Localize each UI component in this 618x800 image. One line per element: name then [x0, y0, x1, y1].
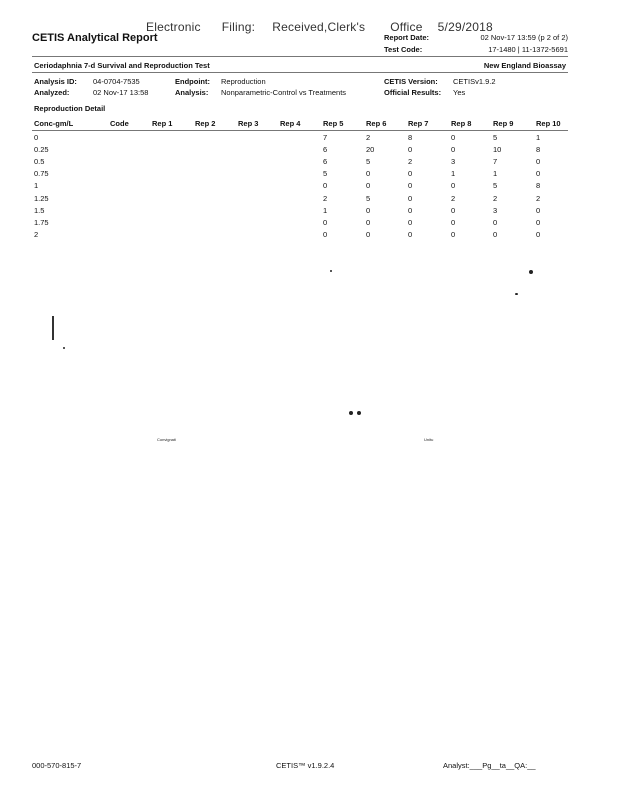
column-header: Conc-gm/L — [32, 118, 108, 131]
table-cell — [150, 204, 193, 216]
table-cell: 0 — [34, 132, 39, 142]
stamp-received: Received,Clerk's — [272, 20, 366, 34]
table-cell — [150, 180, 193, 192]
report-title: CETIS Analytical Report — [32, 32, 158, 44]
table-cell: 1.5 — [34, 205, 45, 215]
table-cell — [108, 143, 150, 155]
table-cell: 2 — [451, 193, 456, 203]
table-cell — [278, 216, 321, 228]
column-header: Rep 5 — [321, 118, 364, 131]
table-cell — [278, 229, 321, 241]
table-cell — [236, 192, 278, 204]
table-cell: 0 — [451, 230, 456, 240]
table-cell — [236, 168, 278, 180]
table-cell — [278, 192, 321, 204]
table-cell: 0 — [408, 217, 413, 227]
table-cell: 3 — [493, 205, 498, 215]
table-row — [32, 168, 568, 180]
scan-speck — [529, 270, 533, 274]
faint-label-right: Unitu — [424, 437, 434, 442]
table-cell — [150, 216, 193, 228]
faint-label-left: Convignati — [157, 437, 176, 442]
analysis-label: Analysis: — [175, 88, 209, 97]
table-cell: 1 — [493, 169, 498, 179]
table-cell — [236, 204, 278, 216]
table-cell: 7 — [323, 132, 328, 142]
table-cell: 1.25 — [34, 193, 49, 203]
table-cell: 8 — [536, 181, 541, 191]
table-cell: 5 — [366, 193, 371, 203]
table-cell: 0 — [408, 144, 413, 154]
table-cell: 0 — [536, 205, 541, 215]
table-row — [32, 155, 568, 167]
table-cell: 0 — [408, 193, 413, 203]
scan-speck — [357, 411, 361, 415]
stamp-date: 5/29/2018 — [437, 20, 493, 34]
table-cell — [193, 180, 236, 192]
column-header: Rep 6 — [364, 118, 406, 131]
endpoint-label: Endpoint: — [175, 77, 210, 86]
table-cell: 5 — [493, 132, 498, 142]
analysis-id-value: 04-0704-7535 — [93, 77, 140, 86]
table-cell — [108, 192, 150, 204]
table-cell — [150, 192, 193, 204]
table-cell: 0 — [536, 169, 541, 179]
footer-doc-id: 000-570-815-7 — [32, 761, 82, 770]
table-cell — [236, 216, 278, 228]
table-cell: 2 — [493, 193, 498, 203]
table-cell: 6 — [323, 156, 328, 166]
table-cell — [236, 155, 278, 167]
column-header: Rep 9 — [491, 118, 534, 131]
table-cell — [193, 155, 236, 167]
stamp-filing: Filing: — [221, 20, 256, 34]
official-results-value: Yes — [453, 88, 466, 97]
table-cell: 2 — [408, 156, 413, 166]
table-cell: 5 — [323, 169, 328, 179]
scan-speck — [515, 293, 518, 295]
table-cell — [236, 229, 278, 241]
table-cell — [150, 229, 193, 241]
stamp-office: Office — [390, 20, 423, 34]
table-cell — [278, 168, 321, 180]
table-cell: 5 — [366, 156, 371, 166]
table-cell: 0 — [451, 217, 456, 227]
table-cell: 3 — [451, 156, 456, 166]
table-cell — [278, 143, 321, 155]
table-cell — [236, 143, 278, 155]
table-cell: 8 — [408, 132, 413, 142]
table-cell — [150, 143, 193, 155]
table-row — [32, 192, 568, 204]
table-cell: 0 — [493, 230, 498, 240]
table-cell: 0 — [451, 144, 456, 154]
table-row — [32, 143, 568, 155]
table-cell — [108, 155, 150, 167]
table-cell: 6 — [323, 144, 328, 154]
table-cell — [193, 192, 236, 204]
table-cell — [108, 229, 150, 241]
stamp-electronic: Electronic — [146, 20, 201, 34]
cetis-version-label: CETIS Version: — [384, 77, 438, 86]
scan-mark-vertical — [52, 316, 54, 340]
table-cell: 0 — [366, 181, 371, 191]
table-cell: 0 — [536, 230, 541, 240]
endpoint-value: Reproduction — [221, 77, 266, 86]
table-cell — [193, 131, 236, 144]
table-row — [32, 204, 568, 216]
table-cell: 2 — [34, 230, 39, 240]
table-cell — [193, 204, 236, 216]
table-row — [32, 131, 568, 144]
footer-analyst: Analyst:___Pg__ta__QA:__ — [443, 761, 536, 770]
table-cell: 0 — [493, 217, 498, 227]
table-cell — [108, 216, 150, 228]
table-cell: 0 — [451, 181, 456, 191]
column-header: Rep 7 — [406, 118, 449, 131]
table-cell — [193, 168, 236, 180]
table-cell: 1 — [323, 205, 328, 215]
column-header: Rep 3 — [236, 118, 278, 131]
table-cell — [193, 216, 236, 228]
table-cell — [278, 180, 321, 192]
table-cell: 0 — [366, 230, 371, 240]
test-name: Ceriodaphnia 7-d Survival and Reproduction Test — [34, 61, 210, 70]
table-cell: 0 — [366, 205, 371, 215]
table-cell: 0 — [536, 217, 541, 227]
table-cell: 1 — [34, 181, 39, 191]
table-cell: 2 — [536, 193, 541, 203]
table-cell: 0 — [408, 205, 413, 215]
table-cell: 5 — [493, 181, 498, 191]
meta-rule — [32, 72, 568, 73]
column-header: Code — [108, 118, 150, 131]
lab-name: New England Bioassay — [483, 61, 566, 70]
table-cell: 0.5 — [34, 156, 45, 166]
table-cell: 20 — [366, 144, 375, 154]
table-cell: 0 — [451, 132, 456, 142]
table-cell — [108, 204, 150, 216]
analysis-id-label: Analysis ID: — [34, 77, 77, 86]
table-cell: 0 — [323, 181, 328, 191]
header-rule — [32, 56, 568, 57]
table-cell: 0.75 — [34, 169, 49, 179]
report-date-label: Report Date: — [384, 33, 430, 42]
column-header: Rep 1 — [150, 118, 193, 131]
column-header: Rep 4 — [278, 118, 321, 131]
table-cell: 0 — [366, 217, 371, 227]
table-cell: 7 — [493, 156, 498, 166]
table-cell: 10 — [493, 144, 502, 154]
table-cell: 0 — [451, 205, 456, 215]
table-cell: 0 — [323, 230, 328, 240]
table-row — [32, 216, 568, 228]
table-cell — [193, 143, 236, 155]
table-cell — [278, 155, 321, 167]
table-cell — [108, 168, 150, 180]
table-header-row — [32, 118, 568, 131]
reproduction-detail-table — [32, 118, 568, 241]
table-cell: 0 — [366, 169, 371, 179]
column-header: Rep 2 — [193, 118, 236, 131]
analysis-value: Nonparametric-Control vs Treatments — [221, 88, 347, 97]
cetis-version-value: CETISv1.9.2 — [453, 77, 496, 86]
scan-speck — [349, 411, 353, 415]
table-cell — [108, 180, 150, 192]
table-cell: 2 — [366, 132, 371, 142]
test-code-label: Test Code: — [384, 45, 423, 54]
section-title: Reproduction Detail — [34, 104, 106, 113]
table-cell — [236, 131, 278, 144]
table-cell: 0 — [536, 156, 541, 166]
table-cell — [150, 131, 193, 144]
filing-stamp — [146, 20, 493, 34]
table-cell: 0 — [408, 181, 413, 191]
table-cell — [150, 168, 193, 180]
scan-speck — [63, 347, 65, 349]
report-date-value: 02 Nov-17 13:59 (p 2 of 2) — [480, 33, 568, 42]
table-row — [32, 180, 568, 192]
footer-software: CETIS™ v1.9.2.4 — [276, 761, 335, 770]
table-cell: 0 — [323, 217, 328, 227]
test-code-value: 17-1480 | 11-1372-5691 — [488, 45, 568, 54]
table-cell: 0 — [408, 230, 413, 240]
table-cell — [236, 180, 278, 192]
column-header: Rep 10 — [534, 118, 568, 131]
official-results-label: Official Results: — [384, 88, 442, 97]
table-cell: 0 — [408, 169, 413, 179]
table-cell: 1 — [536, 132, 541, 142]
table-row — [32, 229, 568, 241]
table-cell: 8 — [536, 144, 541, 154]
table-cell — [108, 131, 150, 144]
table-cell: 2 — [323, 193, 328, 203]
analyzed-value: 02 Nov-17 13:58 — [93, 88, 149, 97]
table-cell — [150, 155, 193, 167]
table-cell — [278, 204, 321, 216]
table-cell: 0.25 — [34, 144, 49, 154]
scan-speck — [330, 270, 332, 272]
analyzed-label: Analyzed: — [34, 88, 70, 97]
column-header: Rep 8 — [449, 118, 491, 131]
table-cell: 1 — [451, 169, 456, 179]
table-cell — [278, 131, 321, 144]
table-cell — [193, 229, 236, 241]
table-cell: 1.75 — [34, 217, 49, 227]
